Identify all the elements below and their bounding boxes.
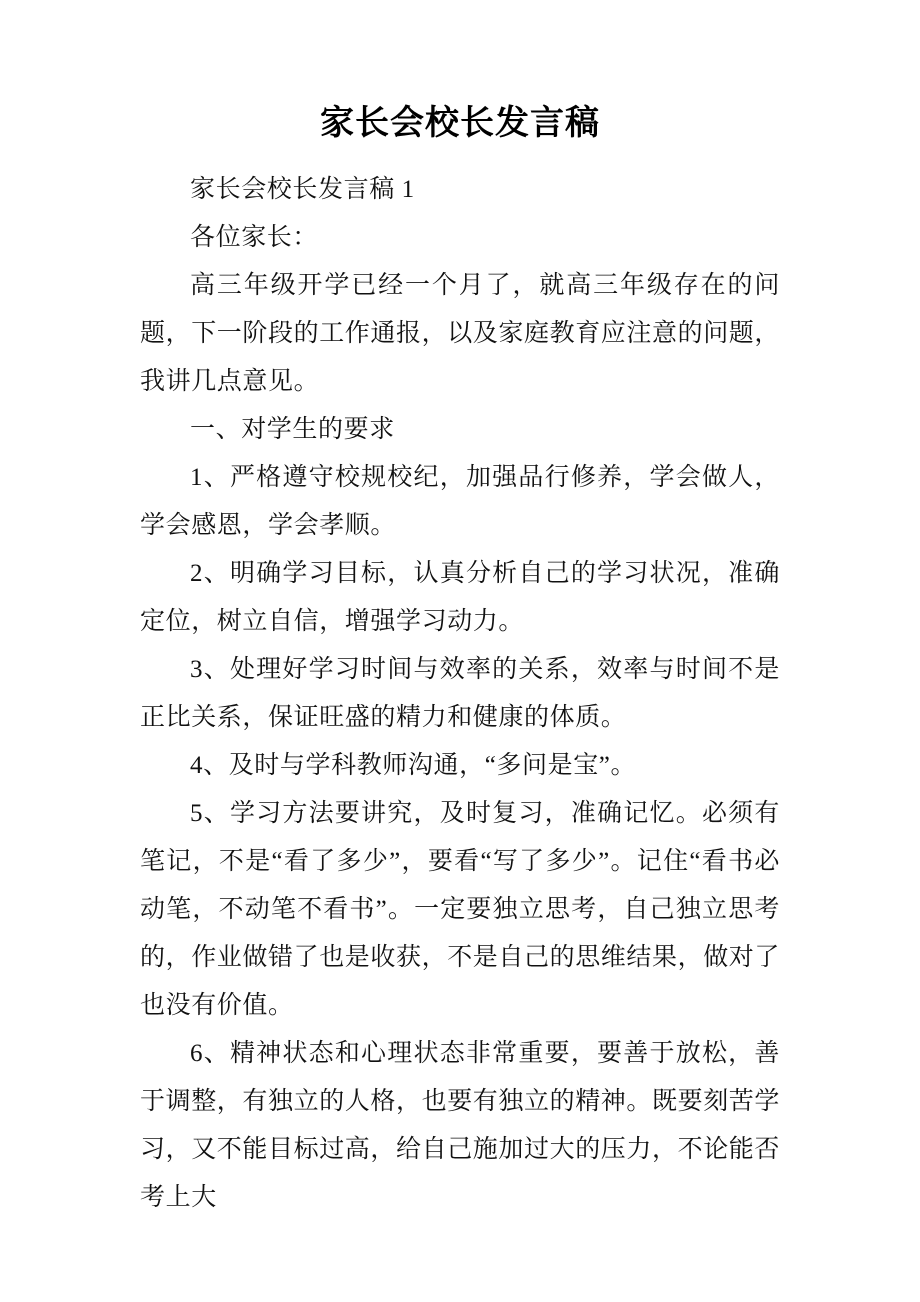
document-body [140,166,780,1222]
paragraph-intro: 高三年级开学已经一个月了，就高三年级存在的问题，下一阶段的工作通报，以及家庭教育应注意的问题，我讲几点意见。 [140,272,781,395]
paragraph-item-5: 5、学习方法要讲究，及时复习，准确记忆。必须有笔记，不是“看了多少”，要看“写了多少”。记住“看书必动笔，不动笔不看书”。一定要独立思考，自己独立思考的，作业做错了也是收获，不是自己的思维结果，做对了也没有价值。 [140,800,781,1019]
paragraph-item-3: 3、处理好学习时间与效率的关系，效率与时间不是正比关系，保证旺盛的精力和健康的体质。 [140,656,780,731]
paragraph-item-4: 4、及时与学科教师沟通，“多问是宝”。 [190,752,637,779]
paragraph-item-2: 2、明确学习目标，认真分析自己的学习状况，准确定位，树立自信，增强学习动力。 [140,560,780,635]
paragraph-section-heading: 一、对学生的要求 [190,416,395,443]
paragraph-subtitle: 家长会校长发言稿 1 [190,176,415,203]
paragraph-salutation: 各位家长： [190,224,319,251]
paragraph-item-6: 6、精神状态和心理状态非常重要，要善于放松，善于调整，有独立的人格，也要有独立的精神。既要刻苦学习，又不能目标过高，给自己施加过大的压力，不论能否考上大 [140,1040,781,1211]
page-title: 家长会校长发言稿 [320,104,600,142]
paragraph-item-1: 1、严格遵守校规校纪，加强品行修养，学会做人，学会感恩，学会孝顺。 [140,464,780,539]
